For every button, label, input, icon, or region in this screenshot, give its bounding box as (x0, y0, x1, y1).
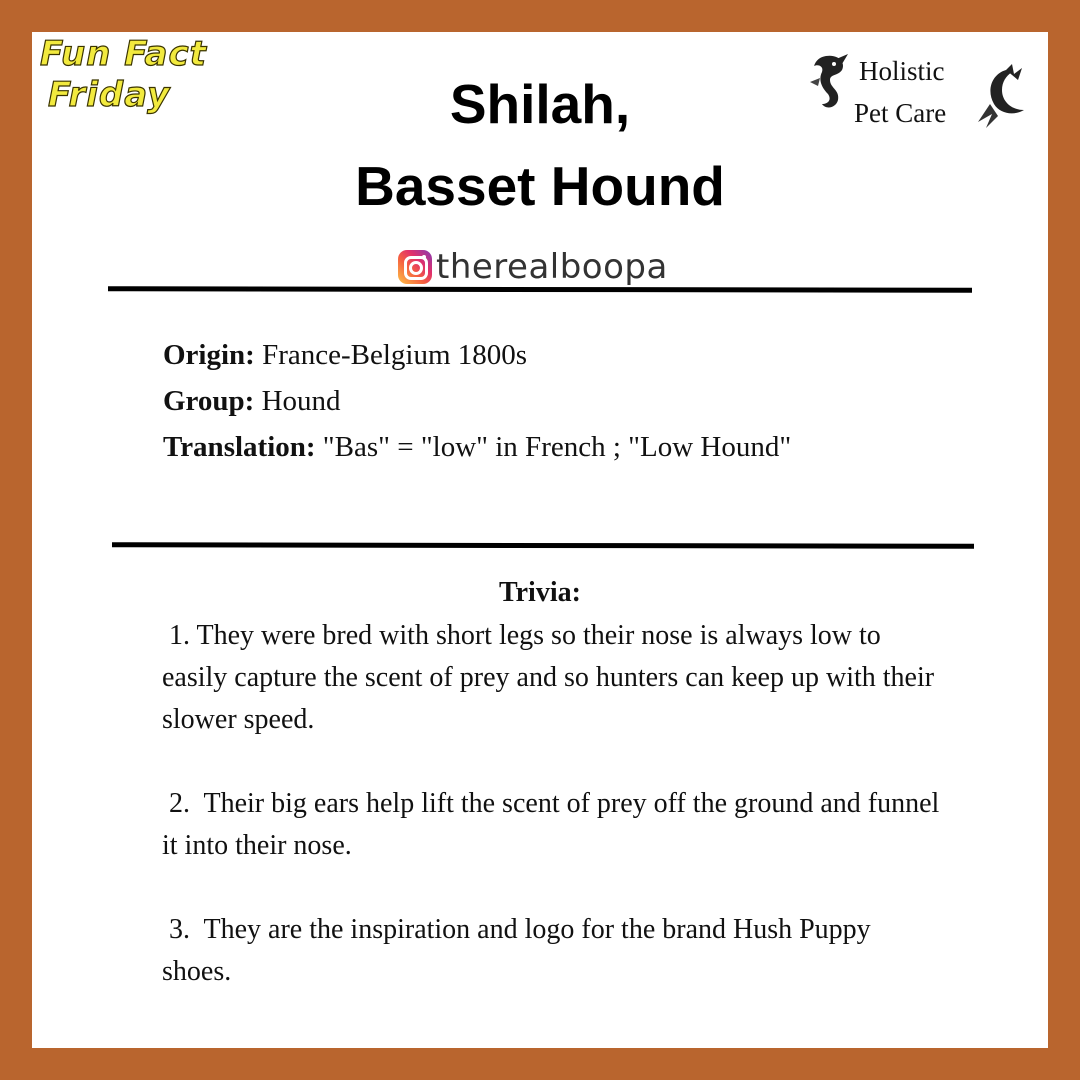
instagram-handle[interactable] (398, 244, 668, 290)
trivia-heading: Trivia: (499, 577, 581, 608)
badge-line-1: Fun Fact (40, 34, 207, 74)
fact-group-value: Hound (254, 385, 341, 417)
title-name: Shilah, (449, 73, 631, 135)
handle-text: therealboopa (436, 247, 668, 287)
divider-top (108, 286, 972, 293)
trivia-item-2: 2. Their big ears help lift the scent of prey off the ground and funnel it into their nose. (162, 788, 947, 861)
logo-text-line-2: Pet Care (854, 98, 947, 128)
instagram-icon (398, 250, 432, 284)
divider-bottom (112, 542, 974, 549)
fact-origin-value: France-Belgium 1800s (254, 339, 528, 371)
fact-translation-value: "Bas" = "low" in French ; "Low Hound" (315, 431, 792, 463)
fact-card (32, 32, 1048, 1048)
trivia-item-3: 3. They are the inspiration and logo for the brand Hush Puppy shoes. (162, 914, 878, 987)
badge-line-2: Friday (48, 75, 171, 115)
logo-text-line-1: Holistic (859, 56, 945, 86)
trivia-list (162, 615, 947, 1035)
fact-group-label: Group: (163, 385, 255, 417)
breed-facts (163, 332, 863, 470)
fact-origin-label: Origin: (163, 339, 255, 371)
fact-group (163, 378, 863, 424)
title-breed: Basset Hound (355, 155, 725, 217)
trivia-item-1: 1. They were bred with short legs so their nose is always low to easily capture the scent of prey and so hunters can keep up with their slower speed. (162, 620, 942, 735)
fact-origin (163, 332, 863, 378)
fact-translation-label: Translation: (163, 431, 316, 463)
fact-translation (163, 424, 863, 470)
